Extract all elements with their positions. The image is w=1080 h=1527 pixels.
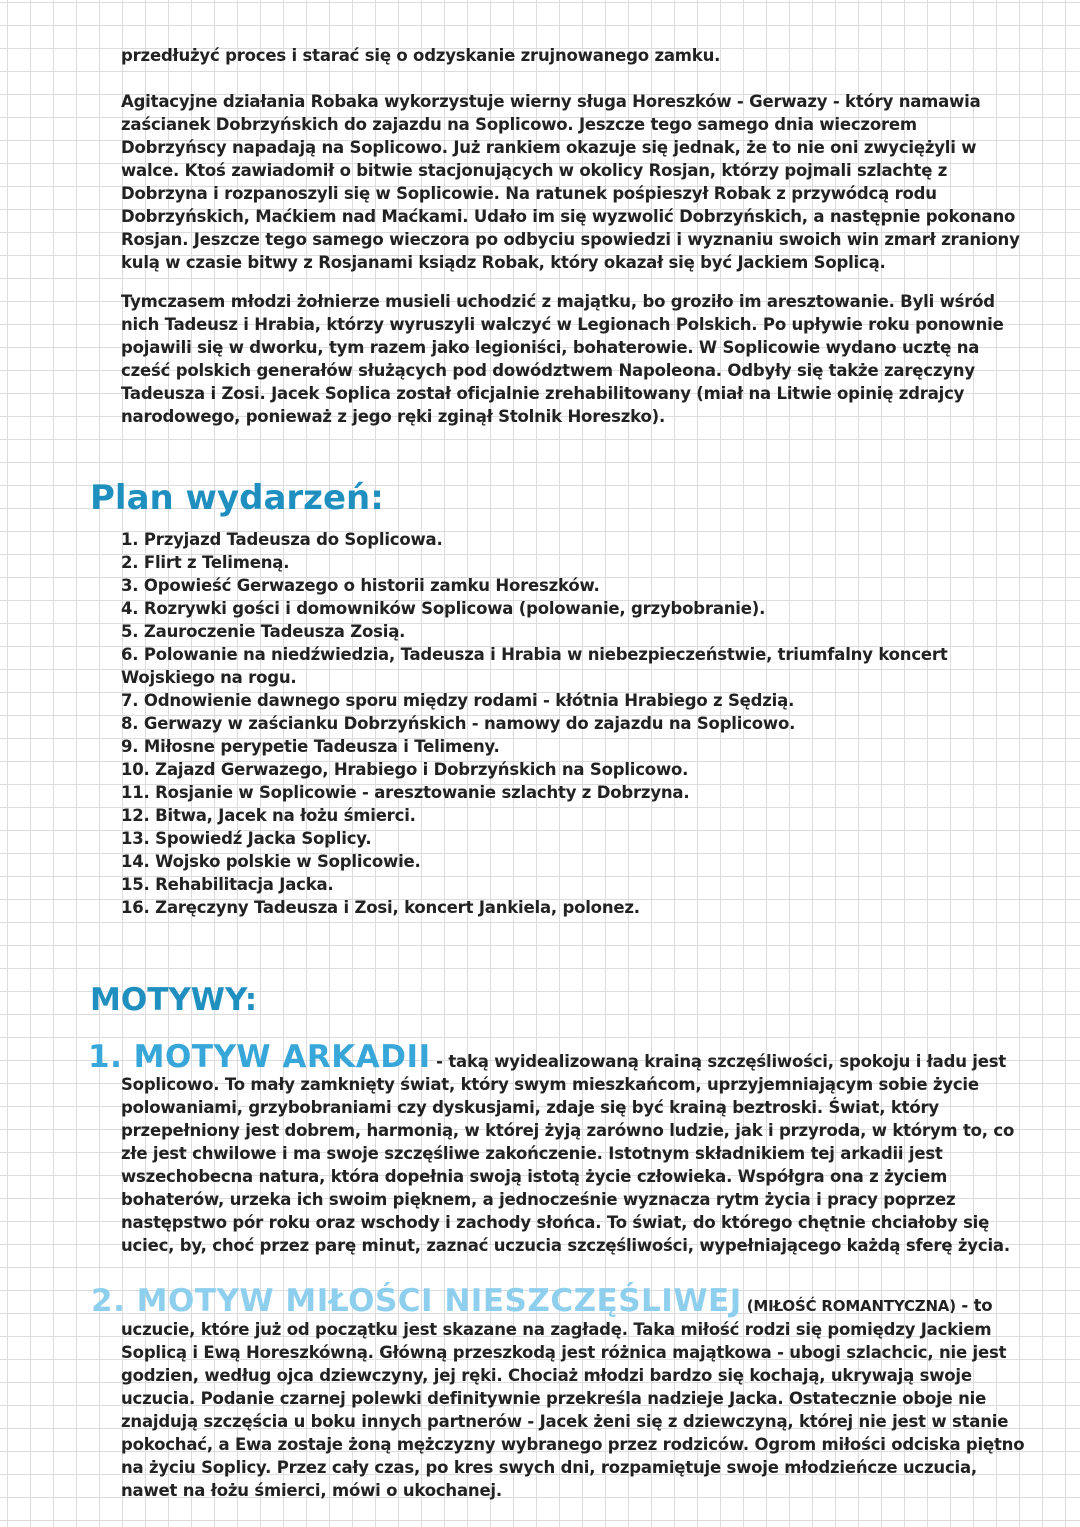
plan-item: 5. Zauroczenie Tadeusza Zosią. [121,622,406,641]
motif-milosc-subtitle: (MIŁOŚĆ ROMANTYCZNA) [741,1297,956,1315]
motif-milosc-text: - to uczucie, które już od początku jest skazane na zagładę. Taka miłość rodzi się pomiędzy Jackiem Soplicą i Ewą Horeszkówną. Główną przeszkodą jest różnica majątkowa - ubogi szlachcic, nie jest godzien, według ojca dziewczyny, jej ręki. Chociaż młodzi bardzo się kochają, ukrywają swoje uczucia. Podanie czarnej polewki definitywnie przekreśla nadzieje Jacka. Ostatecznie oboje nie znajdują szczęścia u boku innych partnerów - Jacek żeni się z dziewczyną, której nie jest w stanie pokochać, a Ewa zostaje żoną mężczyzny wybranego przez rodziców. Ogrom miłości odciska piętno na życiu Soplicy. Przez cały czas, po kres swych dni, rozpamiętuje swoje młodzieńcze uczucia, nawet na łożu śmierci, mówi o ukochanej. [121,1296,1025,1500]
plan-item: 12. Bitwa, Jacek na łożu śmierci. [121,806,416,825]
plan-item: 9. Miłosne perypetie Tadeusza i Telimeny. [121,737,500,756]
plan-item: 10. Zajazd Gerwazego, Hrabiego i Dobrzyńskich na Soplicowo. [121,760,689,779]
plan-item: 2. Flirt z Telimeną. [121,553,290,572]
plan-item: 13. Spowiedź Jacka Soplicy. [121,829,372,848]
motif-milosc-title: 2. MOTYW MIŁOŚCI NIESZCZĘŚLIWEJ [91,1283,742,1319]
motif-arkadia [88,1039,1026,1257]
plan-heading: Plan wydarzeń: [90,478,384,518]
plan-item: 11. Rosjanie w Soplicowie - aresztowanie szlachty z Dobrzyna. [121,783,690,802]
intro-paragraph-continuation: przedłużyć proces i starać się o odzyskanie zrujnowanego zamku. [121,46,721,65]
motif-arkadia-title: 1. MOTYW ARKADII [88,1039,431,1075]
plan-item: 8. Gerwazy w zaścianku Dobrzyńskich - namowy do zajazdu na Soplicowo. [121,714,796,733]
intro-paragraph-legiony: Tymczasem młodzi żołnierze musieli uchodzić z majątku, bo groziło im aresztowanie. Byli wśród nich Tadeusz i Hrabia, którzy wyruszyli walczyć w Legionach Polskich. Po upływie roku ponownie pojawili się w dworku, tym razem jako legioniści, bohaterowie. W Soplicowie wydano ucztę na cześć polskich generałów służących pod dowództwem Napoleona. Odbyły się także zaręczyny Tadeusza i Zosi. Jacek Soplica został oficjalnie zrehabilitowany (miał na Litwie opinię zdrajcy narodowego, ponieważ z jego ręki zginął Stolnik Horeszko). [121,292,1004,426]
motywy-heading: MOTYWY: [90,982,258,1018]
plan-item: 15. Rehabilitacja Jacka. [121,875,334,894]
intro-paragraph-zajazd: Agitacyjne działania Robaka wykorzystuje wierny sługa Horeszków - Gerwazy - który namawia zaścianek Dobrzyńskich do zajazdu na Soplicowo. Jeszcze tego samego dnia wieczorem Dobrzyńscy napadają na Soplicowo. Już rankiem okazuje się jednak, że to nie oni zwyciężyli w walce. Ktoś zawiadomił o bitwie stacjonujących w okolicy Rosjan, którzy pojmali szlachtę z Dobrzyna i rozpanoszyli się w Soplicowie. Na ratunek pośpieszył Robak z przywódcą rodu Dobrzyńskich, Maćkiem nad Maćkami. Udało im się wyzwolić Dobrzyńskich, a następnie pokonano Rosjan. Jeszcze tego samego wieczora po odbyciu spowiedzi i wyznaniu swoich win zmarł zraniony kulą w czasie bitwy z Rosjanami ksiądz Robak, który okazał się być Jackiem Soplicą. [121,92,1020,272]
plan-item: 6. Polowanie na niedźwiedzia, Tadeusza i Hrabia w niebezpieczeństwie, triumfalny koncert Wojskiego na rogu. [121,645,948,687]
motif-milosc [91,1283,1026,1502]
plan-item: 1. Przyjazd Tadeusza do Soplicowa. [121,530,443,549]
plan-item: 3. Opowieść Gerwazego o historii zamku Horeszków. [121,576,600,595]
motif-arkadia-text: - taką wyidealizowaną krainą szczęśliwości, spokoju i ładu jest Soplicowo. To mały zamknięty świat, który swym mieszkańcom, uprzyjemniającym sobie życie polowaniami, grzybobraniami czy dyskusjami, zdaje się być krainą beztroski. Świat, który przepełniony jest dobrem, harmonią, w której żyją zarówno ludzie, jak i przyroda, w którym to, co złe jest chwilowe i ma swoje szczęśliwe zakończenie. Istotnym składnikiem tej arkadii jest wszechobecna natura, która dopełnia swoją istotą życie człowieka. Współgra ona z życiem bohaterów, urzeka ich swoim pięknem, a jednocześnie wyznacza rytm życia i pracy poprzez następstwo pór roku oraz wschody i zachody słońca. To świat, do którego chętnie chciałoby się uciec, by, choć przez parę minut, zaznać uczucia szczęśliwości, wypełniającego każdą sferę życia. [121,1052,1015,1255]
plan-item: 14. Wojsko polskie w Soplicowie. [121,852,421,871]
plan-list [121,528,1026,919]
plan-item: 7. Odnowienie dawnego sporu między rodami - kłótnia Hrabiego z Sędzią. [121,691,795,710]
plan-item: 16. Zaręczyny Tadeusza i Zosi, koncert Jankiela, polonez. [121,898,640,917]
plan-item: 4. Rozrywki gości i domowników Soplicowa (polowanie, grzybobranie). [121,599,766,618]
